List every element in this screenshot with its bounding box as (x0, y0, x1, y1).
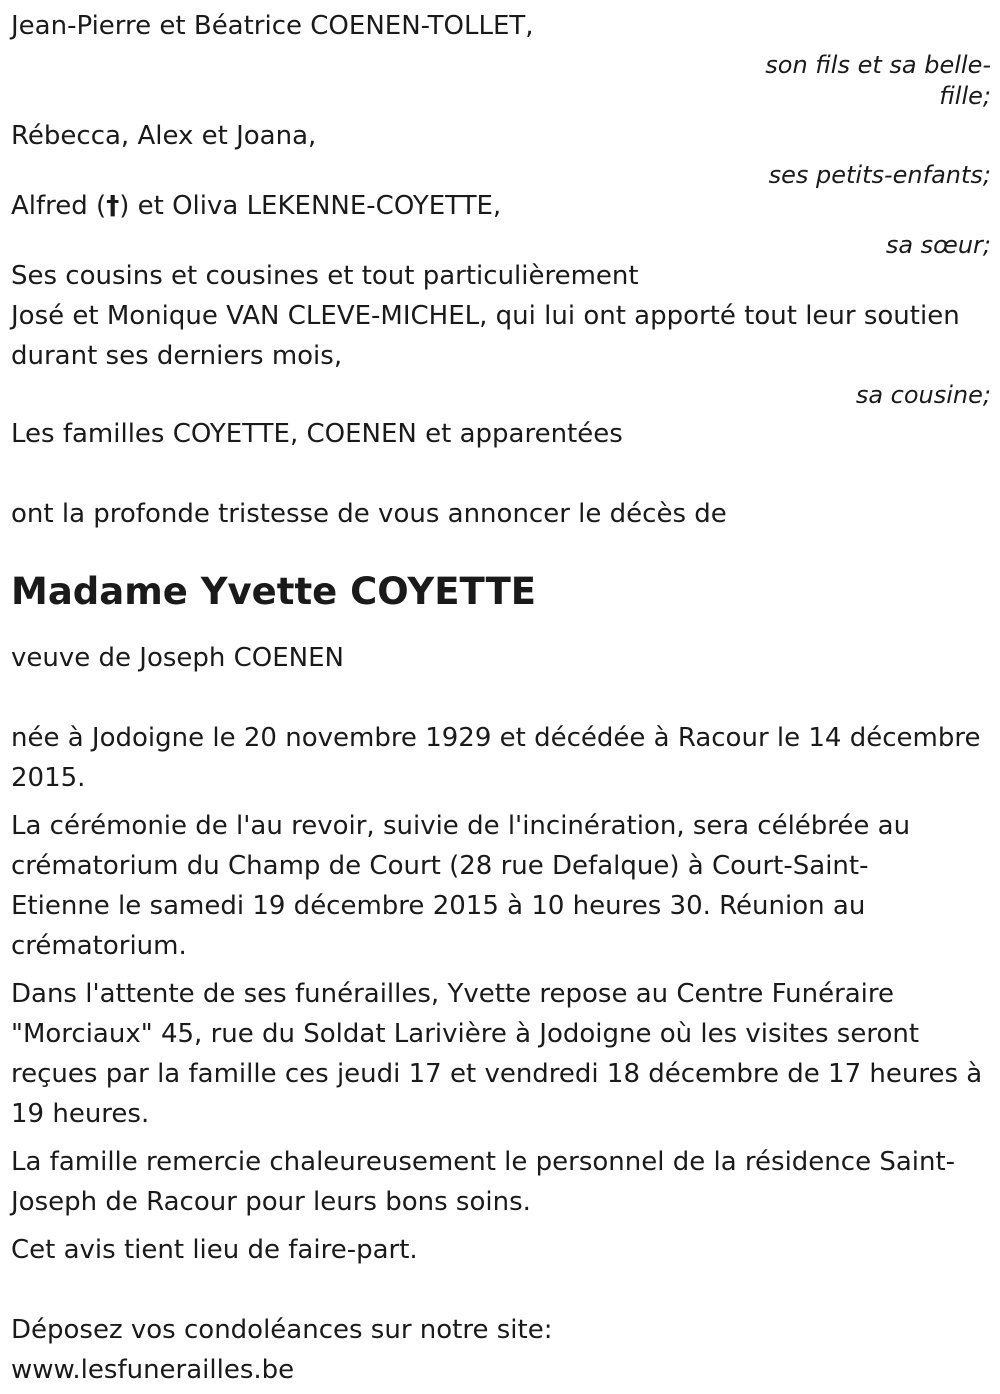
announcement-text: ont la profonde tristesse de vous annoncer le décès de (11, 499, 727, 529)
family-role: ses petits-enfants; (768, 161, 991, 189)
paragraph-line: reçues par la famille ces jeudi 17 et vendredi 18 décembre de 17 heures à (11, 1059, 983, 1089)
paragraph-line: 2015. (11, 763, 86, 793)
family-names: Ses cousins et cousines et tout particulièrement (11, 261, 639, 291)
paragraph-ceremony (11, 806, 991, 966)
family-names: durant ses derniers mois, (11, 341, 343, 371)
condolences-block (11, 1310, 991, 1390)
paragraph-line: Joseph de Racour pour leurs bons soins. (11, 1187, 531, 1217)
family-names (11, 186, 991, 226)
paragraph-line: née à Jodoigne le 20 novembre 1929 et décédée à Racour le 14 décembre (11, 723, 981, 753)
paragraph-line: Etienne le samedi 19 décembre 2015 à 10 heures 30. Réunion au (11, 891, 866, 921)
cross-icon: † (106, 191, 120, 221)
family-names: José et Monique VAN CLEVE-MICHEL, qui lui ont apporté tout leur soutien (11, 301, 960, 331)
family-names: Les familles COYETTE, COENEN et apparentées (11, 419, 623, 449)
paragraph-line: "Morciaux" 45, rue du Soldat Larivière à Jodoigne où les visites seront (11, 1019, 920, 1049)
family-entry-son (11, 6, 991, 116)
family-role: sa cousine; (855, 381, 991, 409)
deceased-name: Madame Yvette COYETTE (11, 570, 537, 613)
family-entry-sister (11, 186, 991, 259)
paragraph-line: La famille remercie chaleureusement le personnel de la résidence Saint- (11, 1147, 956, 1177)
family-entry-families (11, 414, 991, 454)
family-names: Jean-Pierre et Béatrice COENEN-TOLLET, (11, 11, 534, 41)
paragraph-line: crématorium du Champ de Court (28 rue Defalque) à Court-Saint- (11, 851, 869, 881)
widow-of-text: veuve de Joseph COENEN (11, 643, 345, 673)
paragraph-line: 19 heures. (11, 1099, 150, 1129)
paragraph-line: crématorium. (11, 931, 187, 961)
family-names-after: ) et Oliva LEKENNE-COYETTE, (119, 191, 502, 221)
family-role: son fils et sa belle- (765, 51, 991, 79)
paragraph-visits (11, 974, 991, 1134)
paragraph-line: Cet avis tient lieu de faire-part. (11, 1235, 418, 1265)
family-names: Rébecca, Alex et Joana, (11, 121, 317, 151)
paragraph-line: La cérémonie de l'au revoir, suivie de l'incinération, sera célébrée au (11, 811, 911, 841)
condolences-link[interactable]: www.lesfunerailles.be (11, 1355, 295, 1385)
paragraph-notice (11, 1230, 991, 1270)
condolences-text: Déposez vos condoléances sur notre site: (11, 1315, 553, 1345)
family-role: fille; (939, 82, 991, 110)
family-entry-cousins (11, 256, 991, 409)
paragraph-birth-death (11, 718, 991, 798)
family-entry-grandchildren (11, 116, 991, 189)
paragraph-thanks (11, 1142, 991, 1222)
family-role: sa sœur; (885, 231, 991, 259)
paragraph-line: Dans l'attente de ses funérailles, Yvette repose au Centre Funéraire (11, 979, 895, 1009)
family-names-before: Alfred ( (11, 191, 107, 221)
obituary-notice (11, 6, 991, 1390)
